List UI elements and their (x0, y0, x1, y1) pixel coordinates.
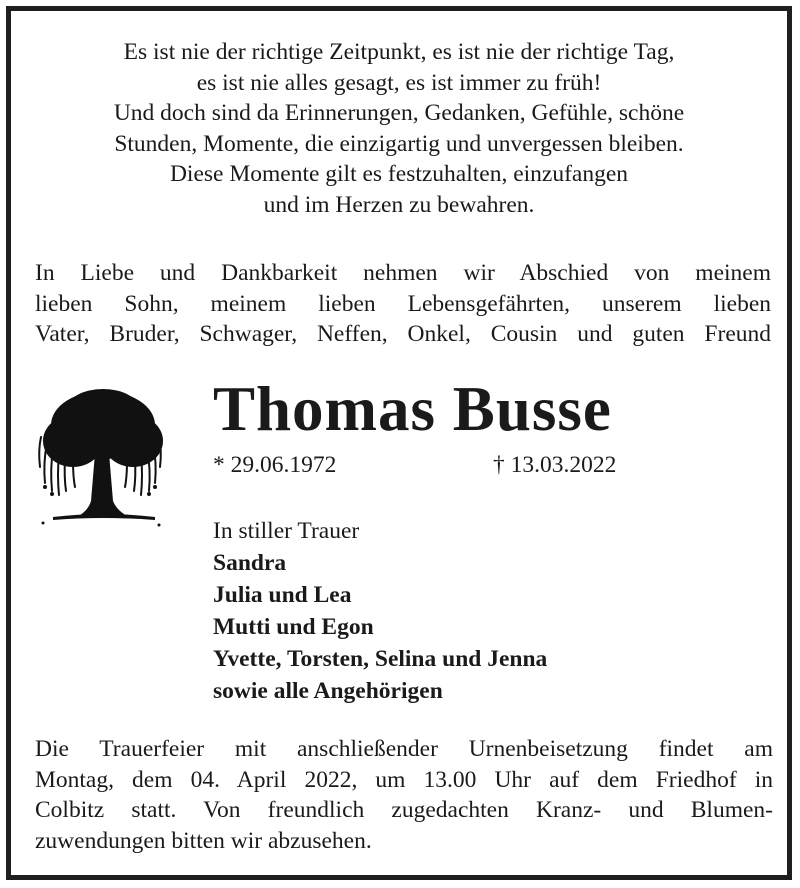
mourners-block (213, 515, 547, 707)
ceremony-line: Die Trauerfeier mit anschließender Urnenbeisetzung findet am (35, 736, 773, 762)
poem-line: Diese Momente gilt es festzuhalten, einzufangen (169, 161, 629, 187)
ceremony-line: Colbitz statt. Von freundlich zugedachten Kranz- und Blumen- (35, 797, 773, 823)
ceremony-line: Montag, dem 04. April 2022, um 13.00 Uhr auf dem Friedhof in (35, 766, 773, 793)
ceremony-info (35, 734, 773, 856)
birth-date: * 29.06.1972 (213, 452, 337, 478)
mourner-name: Sandra (213, 550, 287, 576)
intro-line: lieben Sohn, meinem lieben Lebensgefährten, unserem lieben (35, 290, 771, 317)
mourners-heading: In stiller Trauer (213, 518, 360, 544)
intro-line: Vater, Bruder, Schwager, Neffen, Onkel, Cousin und guten Freund (35, 321, 771, 347)
mourner-name: Mutti und Egon (213, 614, 374, 640)
deceased-name: Thomas Busse (213, 374, 612, 444)
poem (11, 37, 787, 220)
mourner-name: Yvette, Torsten, Selina und Jenna (213, 646, 548, 672)
poem-line: Und doch sind da Erinnerungen, Gedanken, Gefühle, schöne (113, 100, 685, 126)
intro-line: In Liebe und Dankbarkeit nehmen wir Abschied von meinem (35, 260, 771, 286)
poem-line: Stunden, Momente, die einzigartig und unvergessen bleiben. (114, 130, 684, 157)
willow-tree-icon (33, 383, 167, 533)
ceremony-line: zuwendungen bitten wir abzusehen. (35, 827, 372, 854)
mourner-name: sowie alle Angehörigen (213, 678, 443, 704)
poem-line: Es ist nie der richtige Zeitpunkt, es ist nie der richtige Tag, (123, 39, 675, 65)
obituary-frame (6, 6, 792, 880)
mourner-name: Julia und Lea (213, 582, 352, 608)
poem-line: es ist nie alles gesagt, es ist immer zu früh! (196, 69, 602, 96)
death-date: † 13.03.2022 (493, 452, 617, 478)
poem-line: und im Herzen zu bewahren. (263, 191, 535, 218)
farewell-intro (35, 258, 771, 350)
